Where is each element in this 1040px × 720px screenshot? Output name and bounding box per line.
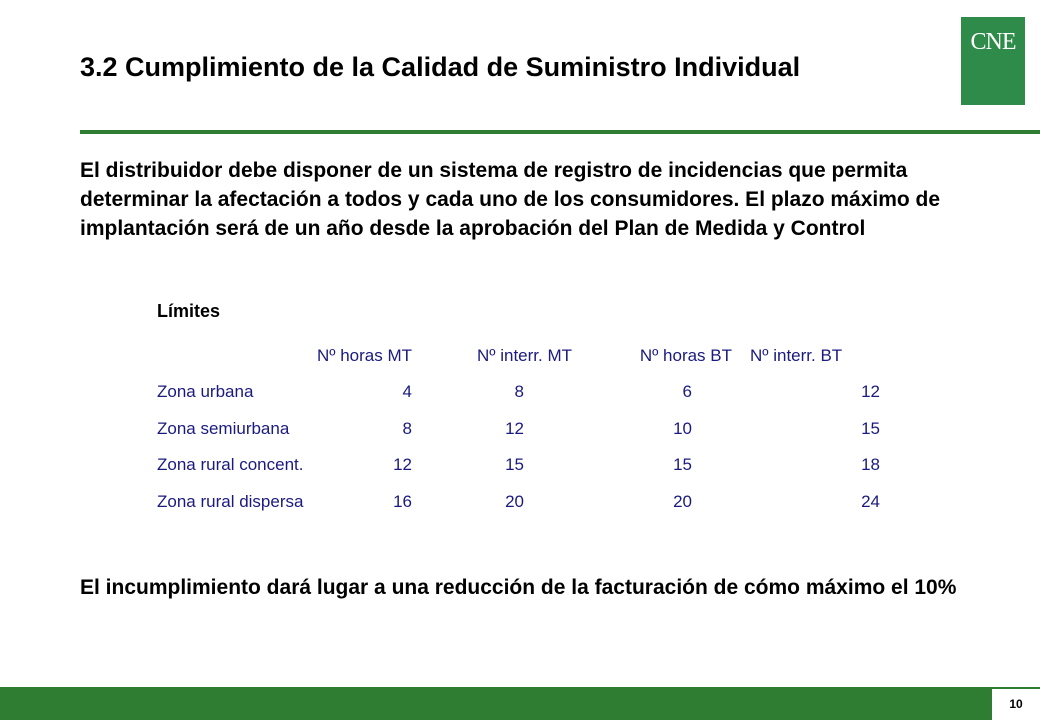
cell-interr-bt: 24 <box>861 491 881 511</box>
cell-interr-bt: 18 <box>861 455 881 475</box>
page-number: 10 <box>992 689 1040 720</box>
row-label: Zona urbana <box>157 382 254 402</box>
cell-interr-mt: 15 <box>505 455 525 475</box>
cell-horas-mt: 16 <box>393 491 413 511</box>
cell-horas-bt: 15 <box>673 455 693 475</box>
cell-interr-bt: 15 <box>861 418 881 438</box>
cell-interr-mt: 12 <box>505 418 525 438</box>
cell-horas-bt: 10 <box>673 418 693 438</box>
table-row <box>157 374 910 411</box>
table-header-row <box>157 338 910 374</box>
cell-horas-mt: 4 <box>402 382 413 402</box>
header-horas-bt: Nº horas BT <box>639 346 733 365</box>
cell-horas-bt: 20 <box>673 491 693 511</box>
cell-interr-mt: 8 <box>514 382 525 402</box>
table-row <box>157 484 910 521</box>
limits-label: Límites <box>157 301 221 321</box>
logo-text: CNE <box>970 29 1016 55</box>
header-horas-mt: Nº horas MT <box>317 346 413 365</box>
footer-bar <box>0 687 1040 720</box>
header-interr-mt: Nº interr. MT <box>477 346 573 365</box>
row-label: Zona rural dispersa <box>157 491 304 511</box>
cell-horas-mt: 8 <box>402 418 413 438</box>
conclusion-paragraph: El incumplimiento dará lugar a una reducción de la facturación de cómo máximo el 10% <box>80 576 957 599</box>
title-divider <box>80 130 1040 134</box>
intro-paragraph: El distribuidor debe disponer de un sistema de registro de incidencias que permita determinar la afectación a todos y cada uno de los consumidores. El plazo máximo de implantación será de un año desde la aprobación del Plan de Medida y Control <box>80 159 941 240</box>
table-row <box>157 411 910 448</box>
cne-logo <box>961 17 1025 105</box>
row-label: Zona rural concent. <box>157 455 304 475</box>
limits-table <box>157 338 910 520</box>
table-row <box>157 447 910 484</box>
row-label: Zona semiurbana <box>157 418 290 438</box>
cell-interr-mt: 20 <box>505 491 525 511</box>
cell-interr-bt: 12 <box>861 382 881 402</box>
slide-title: 3.2 Cumplimiento de la Calidad de Suministro Individual <box>80 52 801 82</box>
cell-horas-bt: 6 <box>682 382 693 402</box>
header-zone <box>157 338 317 374</box>
header-interr-bt: Nº interr. BT <box>750 346 843 365</box>
cell-horas-mt: 12 <box>393 455 413 475</box>
